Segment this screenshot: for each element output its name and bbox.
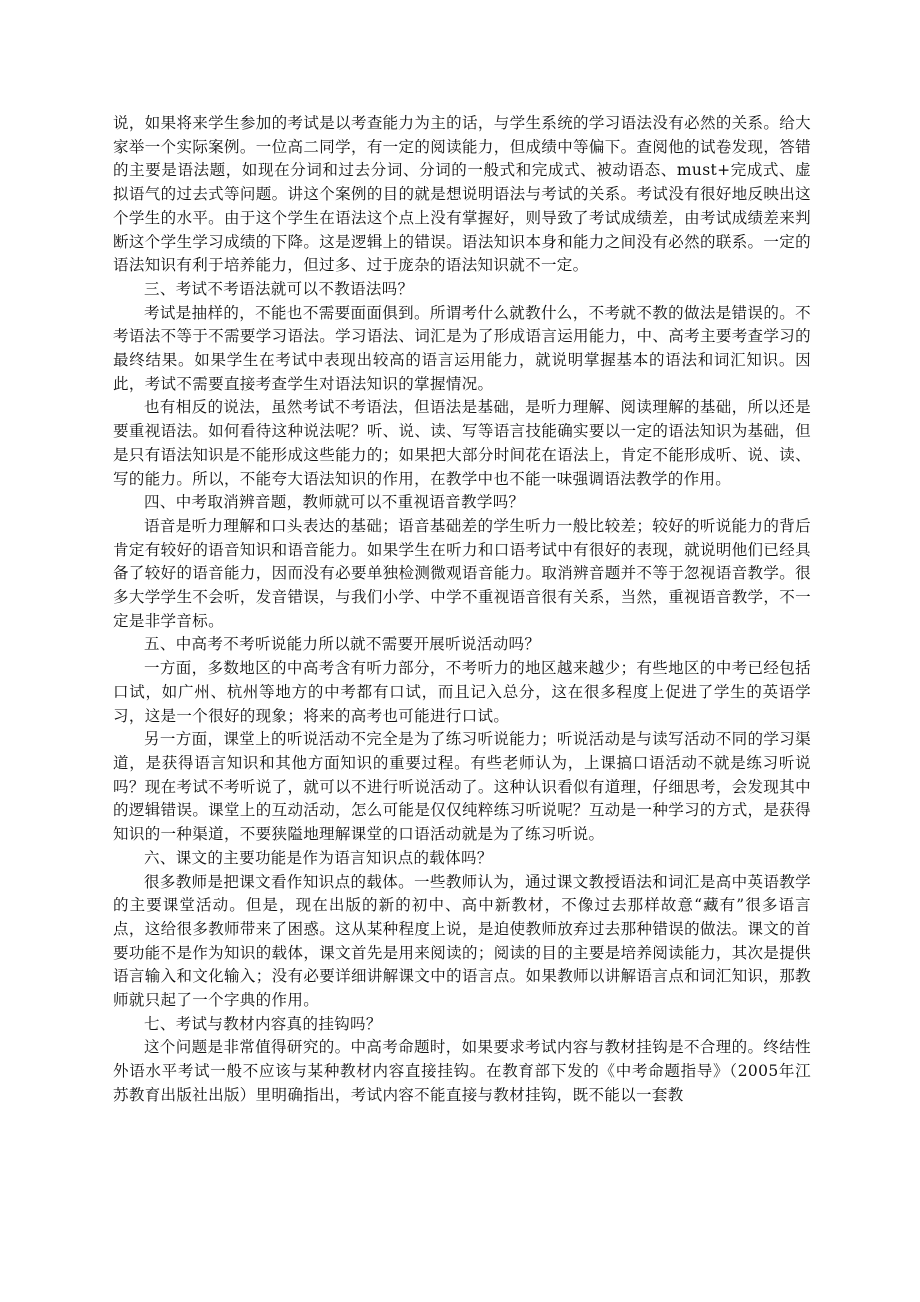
paragraph: 也有相反的说法，虽然考试不考语法，但语法是基础，是听力理解、阅读理解的基础，所以还是要重视语法。如何看待这种说法呢？听、说、读、写等语言技能确实要以一定的语法知识为基础，但是只有语法知识是不能形成这些能力的；如果把大部分时间花在语法上，肯定不能形成听、说、读、写的能力。所以，不能夸大语法知识的作用，在教学中也不能一味强调语法教学的作用。 — [113, 398, 811, 488]
document-body — [113, 112, 811, 1108]
paragraph: 很多教师是把课文看作知识点的载体。一些教师认为，通过课文教授语法和词汇是高中英语教学的主要课堂活动。但是，现在出版的新的初中、高中新教材，不像过去那样故意“藏有”很多语言点，这给很多教师带来了困惑。这从某种程度上说，是迫使教师放弃过去那种错误的做法。课文的首要功能不是作为知识的载体，课文首先是用来阅读的；阅读的目的主要是培养阅读能力，其次是提供语言输入和文化输入；没有必要详细讲解课文中的语言点。如果教师以讲解语言点和词汇知识，那教师就只起了一个字典的作用。 — [113, 872, 811, 1010]
paragraph: 这个问题是非常值得研究的。中高考命题时，如果要求考试内容与教材挂钩是不合理的。终结性外语水平考试一般不应该与某种教材内容直接挂钩。在教育部下发的《中考命题指导》（2005年江苏教育出版社出版）里明确指出，考试内容不能直接与教材挂钩，既不能以一套教 — [113, 1038, 811, 1104]
section-heading-5: 五、中高考不考听说能力所以就不需要开展听说活动吗？ — [144, 635, 541, 654]
paragraph: 另一方面，课堂上的听说活动不完全是为了练习听说能力；听说活动是与读写活动不同的学习渠道，是获得语言知识和其他方面知识的重要过程。有些老师认为，上课搞口语活动不就是练习听说吗？现在考试不考听说了，就可以不进行听说活动了。这种认识看似有道理，仔细思考，会发现其中的逻辑错误。课堂上的互动活动，怎么可能是仅仅纯粹练习听说呢？互动是一种学习的方式，是获得知识的一种渠道，不要狭隘地理解课堂的口语活动就是为了练习听说。 — [113, 730, 811, 844]
paragraph: 语音是听力理解和口头表达的基础；语音基础差的学生听力一般比较差；较好的听说能力的背后肯定有较好的语音知识和语音能力。如果学生在听力和口语考试中有很好的表现，就说明他们已经具备了较好的语音能力，因而没有必要单独检测微观语音能力。取消辨音题并不等于忽视语音教学。很多大学学生不会听，发音错误，与我们小学、中学不重视语音很有关系，当然，重视语音教学，不一定是非学音标。 — [113, 516, 811, 630]
paragraph: 考试是抽样的，不能也不需要面面俱到。所谓考什么就教什么，不考就不教的做法是错误的。不考语法不等于不需要学习语法。学习语法、词汇是为了形成语言运用能力，中、高考主要考查学习的最终结果。如果学生在考试中表现出较高的语言运用能力，就说明掌握基本的语法和词汇知识。因此，考试不需要直接考查学生对语法知识的掌握情况。 — [113, 303, 811, 393]
paragraph: 一方面，多数地区的中高考含有听力部分，不考听力的地区越来越少；有些地区的中考已经包括口试，如广州、杭州等地方的中考都有口试，而且记入总分，这在很多程度上促进了学生的英语学习，这是一个很好的现象；将来的高考也可能进行口试。 — [113, 659, 811, 725]
section-heading-4: 四、中考取消辨音题，教师就可以不重视语音教学吗？ — [144, 493, 525, 512]
section-heading-7: 七、考试与教材内容真的挂钩吗？ — [144, 1014, 382, 1033]
section-heading-6: 六、课文的主要功能是作为语言知识点的载体吗？ — [144, 848, 493, 867]
paragraph-continuation: 说，如果将来学生参加的考试是以考查能力为主的话，与学生系统的学习语法没有必然的关系。给大家举一个实际案例。一位高二同学，有一定的阅读能力，但成绩中等偏下。查阅他的试卷发现，答错的主要是语法题，如现在分词和过去分词、分词的一般式和完成式、被动语态、must+完成式、虚拟语气的过去式等问题。讲这个案例的目的就是想说明语法与考试的关系。考试没有很好地反映出这个学生的水平。由于这个学生在语法这个点上没有掌握好，则导致了考试成绩差，由考试成绩差来判断这个学生学习成绩的下降。这是逻辑上的错误。语法知识本身和能力之间没有必然的联系。一定的语法知识有利于培养能力，但过多、过于庞杂的语法知识就不一定。 — [113, 114, 811, 275]
section-heading-3: 三、考试不考语法就可以不教语法吗？ — [144, 279, 414, 298]
